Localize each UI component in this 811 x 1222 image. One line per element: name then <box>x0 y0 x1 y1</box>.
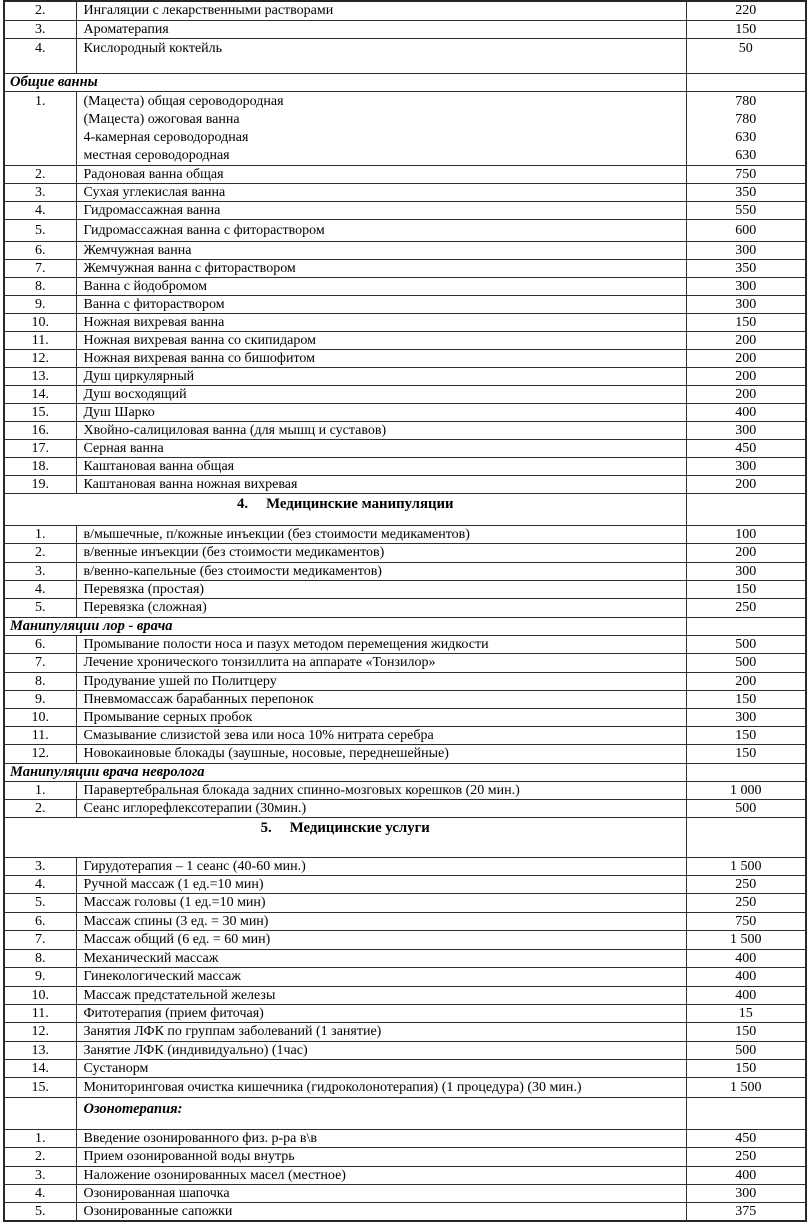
service-price: 300 <box>686 421 806 439</box>
table-row <box>4 385 806 403</box>
service-price: 400 <box>686 949 806 967</box>
table-row <box>4 580 806 598</box>
table-row <box>4 421 806 439</box>
service-price: 1 500 <box>686 930 806 949</box>
table-row <box>4 295 806 313</box>
service-name: Сухая углекислая ванна <box>76 183 686 201</box>
service-name: Массаж головы (1 ед.=10 мин) <box>76 893 686 912</box>
row-number: 7. <box>4 653 76 672</box>
table-row <box>4 744 806 763</box>
service-price: 630 <box>735 147 757 163</box>
row-number: 1. <box>4 525 76 543</box>
table-row <box>4 1202 806 1221</box>
table-row <box>4 219 806 241</box>
row-number: 18. <box>4 457 76 475</box>
row-number: 1. <box>4 781 76 799</box>
table-row <box>4 201 806 219</box>
title-row <box>4 817 806 857</box>
section-row <box>4 73 806 91</box>
price-table <box>3 0 807 1222</box>
row-number: 10. <box>4 986 76 1004</box>
row-number: 4. <box>4 38 76 73</box>
subsection-row <box>4 1097 806 1129</box>
row-number: 12. <box>4 1022 76 1041</box>
service-name: Жемчужная ванна <box>76 241 686 259</box>
service-name: (Мацеста) ожоговая ванна <box>83 111 240 127</box>
row-number: 6. <box>4 241 76 259</box>
service-name: 4-камерная сероводородная <box>83 129 249 145</box>
row-number: 2. <box>4 543 76 562</box>
service-name: Гирудотерапия – 1 сеанс (40-60 мин.) <box>76 857 686 875</box>
row-number: 11. <box>4 726 76 744</box>
service-name: Сустанорм <box>76 1059 686 1077</box>
table-row <box>4 1 806 20</box>
table-row <box>4 91 806 165</box>
service-name: Душ циркулярный <box>76 367 686 385</box>
service-price: 150 <box>686 580 806 598</box>
service-price: 300 <box>686 295 806 313</box>
service-price: 450 <box>686 439 806 457</box>
service-price: 250 <box>686 875 806 893</box>
row-number: 16. <box>4 421 76 439</box>
row-number: 11. <box>4 331 76 349</box>
service-price: 200 <box>686 331 806 349</box>
section-title-label: Медицинские манипуляции <box>266 495 454 512</box>
section-title-number: 5. <box>260 819 272 836</box>
row-number: 14. <box>4 1059 76 1077</box>
table-row <box>4 349 806 367</box>
service-name: Душ Шарко <box>76 403 686 421</box>
section-row <box>4 617 806 635</box>
service-price: 450 <box>686 1129 806 1147</box>
row-number: 7. <box>4 259 76 277</box>
service-price: 200 <box>686 367 806 385</box>
table-row <box>4 949 806 967</box>
table-row <box>4 475 806 493</box>
table-row <box>4 277 806 295</box>
row-number: 10. <box>4 313 76 331</box>
service-name: Занятие ЛФК (индивидуально) (1час) <box>76 1041 686 1059</box>
service-name: Каштановая ванна общая <box>76 457 686 475</box>
table-row <box>4 367 806 385</box>
row-number: 9. <box>4 295 76 313</box>
empty-price-cell <box>686 1097 806 1129</box>
service-price: 220 <box>686 1 806 20</box>
table-row <box>4 708 806 726</box>
table-row <box>4 457 806 475</box>
row-number: 4. <box>4 875 76 893</box>
service-name: Паравертебральная блокада задних спинно-мозговых корешков (20 мин.) <box>76 781 686 799</box>
service-price: 150 <box>686 313 806 331</box>
service-price: 300 <box>686 1184 806 1202</box>
empty-number-cell <box>4 1097 76 1129</box>
service-name: Пневмомассаж барабанных перепонок <box>76 690 686 708</box>
service-name: Ножная вихревая ванна со скипидаром <box>76 331 686 349</box>
row-number: 4. <box>4 201 76 219</box>
table-row <box>4 799 806 817</box>
service-name: Гидромассажная ванна <box>76 201 686 219</box>
service-price: 300 <box>686 241 806 259</box>
service-price: 600 <box>686 219 806 241</box>
service-name: Смазывание слизистой зева или носа 10% нитрата серебра <box>76 726 686 744</box>
service-name: Ванна с йодобромом <box>76 277 686 295</box>
service-price: 780 <box>735 93 757 109</box>
row-number: 7. <box>4 930 76 949</box>
service-price: 350 <box>686 183 806 201</box>
service-name: Введение озонированного физ. р-ра в\в <box>76 1129 686 1147</box>
row-number: 6. <box>4 912 76 930</box>
service-name: (Мацеста) общая сероводородная <box>83 93 284 109</box>
section-header: Общие ванны <box>4 73 686 91</box>
table-row <box>4 875 806 893</box>
service-price: 250 <box>686 1147 806 1166</box>
row-number: 3. <box>4 857 76 875</box>
empty-price-cell <box>686 617 806 635</box>
service-name: Озонированная шапочка <box>76 1184 686 1202</box>
table-row <box>4 165 806 183</box>
table-row <box>4 672 806 690</box>
section-title <box>4 817 686 857</box>
service-name: Душ восходящий <box>76 385 686 403</box>
service-name: Хвойно-салициловая ванна (для мышц и суставов) <box>76 421 686 439</box>
table-row <box>4 1059 806 1077</box>
row-number: 9. <box>4 690 76 708</box>
table-row <box>4 259 806 277</box>
row-number: 9. <box>4 967 76 986</box>
table-row <box>4 930 806 949</box>
service-price: 250 <box>686 598 806 617</box>
table-row <box>4 439 806 457</box>
row-number: 2. <box>4 165 76 183</box>
table-row <box>4 781 806 799</box>
table-row <box>4 313 806 331</box>
service-name: Продувание ушей по Политцеру <box>76 672 686 690</box>
table-row <box>4 635 806 653</box>
table-row <box>4 967 806 986</box>
service-name: Массаж предстательной железы <box>76 986 686 1004</box>
service-name: Новокаиновые блокады (заушные, носовые, переднешейные) <box>76 744 686 763</box>
section-title <box>4 493 686 525</box>
row-number: 3. <box>4 562 76 580</box>
table-row <box>4 912 806 930</box>
service-price: 375 <box>686 1202 806 1221</box>
service-price: 400 <box>686 967 806 986</box>
service-name: Прием озонированной воды внутрь <box>76 1147 686 1166</box>
service-name: Озонированные сапожки <box>76 1202 686 1221</box>
service-name: Занятия ЛФК по группам заболеваний (1 занятие) <box>76 1022 686 1041</box>
table-row <box>4 525 806 543</box>
service-name: Лечение хронического тонзиллита на аппарате «Тонзилор» <box>76 653 686 672</box>
row-number: 5. <box>4 219 76 241</box>
service-price: 50 <box>686 38 806 73</box>
row-number: 3. <box>4 183 76 201</box>
service-name: в/венные инъекции (без стоимости медикаментов) <box>76 543 686 562</box>
table-row <box>4 986 806 1004</box>
row-number: 13. <box>4 367 76 385</box>
table-row <box>4 1166 806 1184</box>
service-price: 200 <box>686 672 806 690</box>
table-row <box>4 690 806 708</box>
table-row <box>4 893 806 912</box>
service-name: Промывание полости носа и пазух методом перемещения жидкости <box>76 635 686 653</box>
empty-price-cell <box>686 817 806 857</box>
service-name-group <box>76 91 686 165</box>
table-row <box>4 1129 806 1147</box>
row-number: 12. <box>4 349 76 367</box>
table-row <box>4 241 806 259</box>
service-price: 15 <box>686 1004 806 1022</box>
service-name: Промывание серных пробок <box>76 708 686 726</box>
service-price: 500 <box>686 653 806 672</box>
service-price: 100 <box>686 525 806 543</box>
row-number: 6. <box>4 635 76 653</box>
row-number: 4. <box>4 1184 76 1202</box>
table-row <box>4 543 806 562</box>
service-price: 1 500 <box>686 1077 806 1097</box>
service-name: Сеанс иглорефлексотерапии (30мин.) <box>76 799 686 817</box>
row-number: 8. <box>4 672 76 690</box>
row-number: 19. <box>4 475 76 493</box>
row-number: 8. <box>4 949 76 967</box>
service-price: 250 <box>686 893 806 912</box>
row-number: 13. <box>4 1041 76 1059</box>
table-row <box>4 857 806 875</box>
row-number: 3. <box>4 20 76 38</box>
row-number: 5. <box>4 893 76 912</box>
service-price: 750 <box>686 165 806 183</box>
section-header: Манипуляции лор - врача <box>4 617 686 635</box>
row-number: 8. <box>4 277 76 295</box>
service-name: Каштановая ванна ножная вихревая <box>76 475 686 493</box>
service-name: Массаж общий (6 ед. = 60 мин) <box>76 930 686 949</box>
service-name: Гинекологический массаж <box>76 967 686 986</box>
service-price: 300 <box>686 457 806 475</box>
empty-price-cell <box>686 493 806 525</box>
service-name: Ванна с фитораствором <box>76 295 686 313</box>
service-price: 780 <box>735 111 757 127</box>
service-name: Гидромассажная ванна с фитораствором <box>76 219 686 241</box>
service-price-group <box>686 91 806 165</box>
service-name: Жемчужная ванна с фитораствором <box>76 259 686 277</box>
service-price: 500 <box>686 635 806 653</box>
row-number: 10. <box>4 708 76 726</box>
section-title-label: Медицинские услуги <box>289 819 430 836</box>
service-name: Мониторинговая очистка кишечника (гидроколонотерапия) (1 процедура) (30 мин.) <box>76 1077 686 1097</box>
service-price: 400 <box>686 1166 806 1184</box>
service-name: Ножная вихревая ванна со бишофитом <box>76 349 686 367</box>
table-row <box>4 1041 806 1059</box>
service-price: 200 <box>686 543 806 562</box>
row-number: 4. <box>4 580 76 598</box>
service-price: 200 <box>686 349 806 367</box>
service-name: в/мышечные, п/кожные инъекции (без стоимости медикаментов) <box>76 525 686 543</box>
row-number: 2. <box>4 1147 76 1166</box>
row-number: 1. <box>4 91 76 165</box>
service-price: 200 <box>686 385 806 403</box>
service-name: Ручной массаж (1 ед.=10 мин) <box>76 875 686 893</box>
row-number: 3. <box>4 1166 76 1184</box>
section-title-number: 4. <box>236 495 249 512</box>
service-price: 300 <box>686 562 806 580</box>
service-name: Массаж спины (3 ед. = 30 мин) <box>76 912 686 930</box>
row-number: 12. <box>4 744 76 763</box>
row-number: 15. <box>4 1077 76 1097</box>
table-row <box>4 1004 806 1022</box>
subsection-header: Озонотерапия: <box>76 1097 686 1129</box>
table-row <box>4 562 806 580</box>
service-name: Наложение озонированных масел (местное) <box>76 1166 686 1184</box>
service-name: в/венно-капельные (без стоимости медикаментов) <box>76 562 686 580</box>
table-row <box>4 1184 806 1202</box>
table-row <box>4 726 806 744</box>
service-price: 150 <box>686 1022 806 1041</box>
row-number: 1. <box>4 1129 76 1147</box>
table-row <box>4 403 806 421</box>
table-row <box>4 1077 806 1097</box>
service-price: 150 <box>686 744 806 763</box>
table-row <box>4 183 806 201</box>
service-name: Ножная вихревая ванна <box>76 313 686 331</box>
table-row <box>4 1022 806 1041</box>
service-price: 200 <box>686 475 806 493</box>
row-number: 5. <box>4 1202 76 1221</box>
table-row <box>4 331 806 349</box>
empty-price-cell <box>686 763 806 781</box>
service-price: 300 <box>686 277 806 295</box>
service-price: 150 <box>686 726 806 744</box>
row-number: 2. <box>4 1 76 20</box>
service-price: 1 000 <box>686 781 806 799</box>
table-row <box>4 653 806 672</box>
service-price: 150 <box>686 1059 806 1077</box>
service-price: 150 <box>686 690 806 708</box>
table-row <box>4 20 806 38</box>
service-price: 500 <box>686 1041 806 1059</box>
title-row <box>4 493 806 525</box>
row-number: 15. <box>4 403 76 421</box>
empty-price-cell <box>686 73 806 91</box>
service-name: Ингаляции с лекарственными растворами <box>76 1 686 20</box>
row-number: 11. <box>4 1004 76 1022</box>
table-row <box>4 598 806 617</box>
service-name: Фитотерапия (прием фиточая) <box>76 1004 686 1022</box>
service-name: Серная ванна <box>76 439 686 457</box>
service-name: Механический массаж <box>76 949 686 967</box>
service-name: Кислородный коктейль <box>76 38 686 73</box>
service-price: 630 <box>735 129 757 145</box>
price-table-body <box>4 1 806 1221</box>
service-price: 300 <box>686 708 806 726</box>
section-row <box>4 763 806 781</box>
service-price: 400 <box>686 986 806 1004</box>
row-number: 17. <box>4 439 76 457</box>
service-price: 150 <box>686 20 806 38</box>
service-price: 750 <box>686 912 806 930</box>
service-name: Перевязка (сложная) <box>76 598 686 617</box>
row-number: 2. <box>4 799 76 817</box>
service-price: 550 <box>686 201 806 219</box>
service-price: 1 500 <box>686 857 806 875</box>
service-name: Ароматерапия <box>76 20 686 38</box>
section-header: Манипуляции врача невролога <box>4 763 686 781</box>
service-price: 500 <box>686 799 806 817</box>
table-row <box>4 38 806 73</box>
service-name: Радоновая ванна общая <box>76 165 686 183</box>
table-row <box>4 1147 806 1166</box>
row-number: 14. <box>4 385 76 403</box>
service-name: местная сероводородная <box>83 147 230 163</box>
row-number: 5. <box>4 598 76 617</box>
service-price: 400 <box>686 403 806 421</box>
service-name: Перевязка (простая) <box>76 580 686 598</box>
service-price: 350 <box>686 259 806 277</box>
